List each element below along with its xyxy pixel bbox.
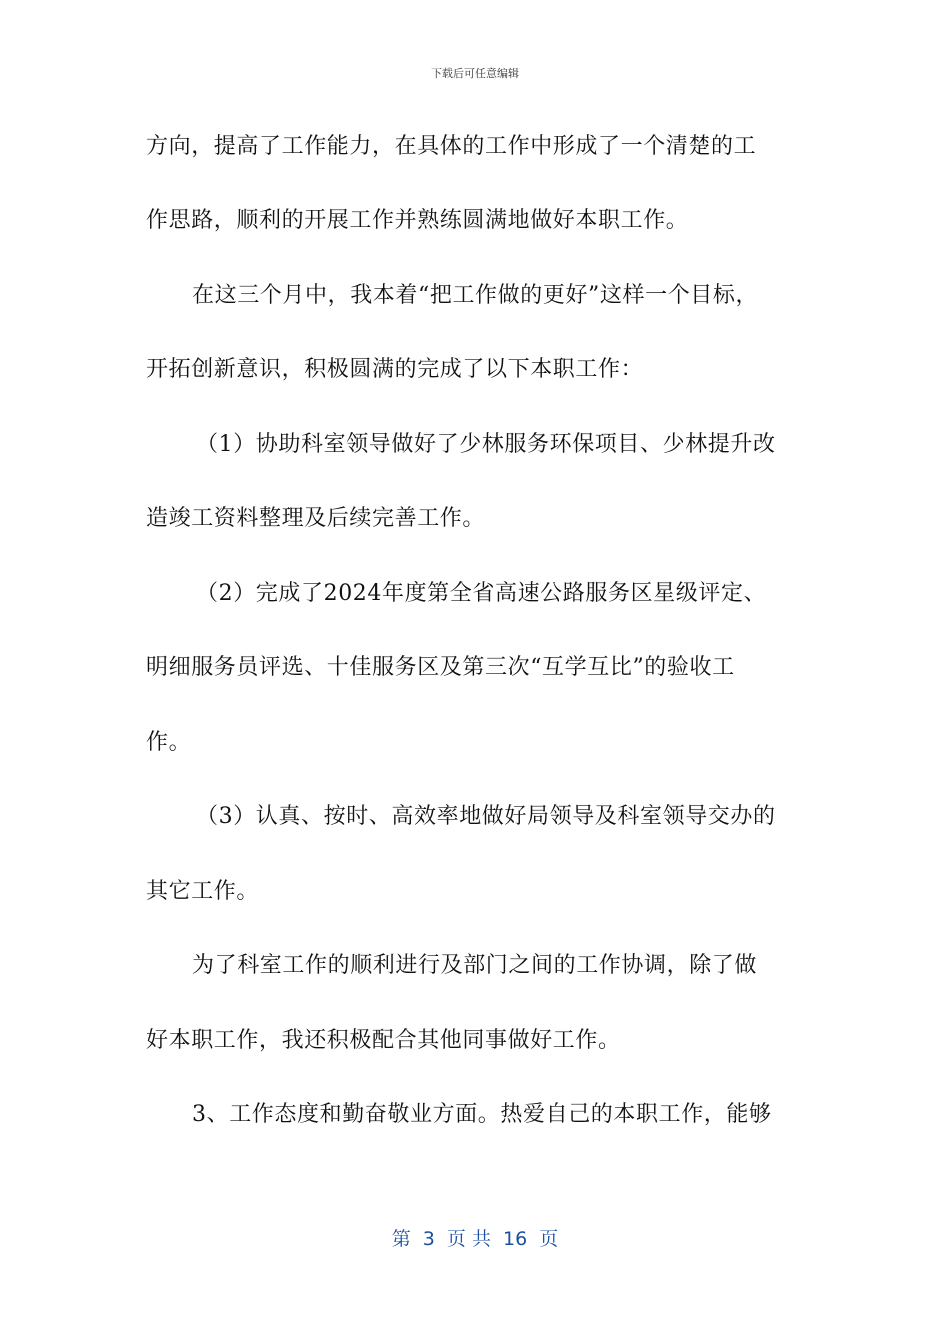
body-line: 作。: [146, 730, 192, 755]
body-line: 开拓创新意识，积极圆满的完成了以下本职工作：: [146, 357, 644, 382]
body-line: 好本职工作，我还积极配合其他同事做好工作。: [146, 1028, 621, 1053]
body-line: 3、工作态度和勤奋敬业方面。热爱自己的本职工作，能够: [192, 1102, 772, 1127]
body-line: （3）认真、按时、高效率地做好局领导及科室领导交办的: [196, 804, 776, 829]
body-line: 其它工作。: [146, 879, 260, 904]
body-line: 为了科室工作的顺利进行及部门之间的工作协调，除了做: [192, 953, 758, 978]
body-line: 在这三个月中，我本着“把工作做的更好”这样一个目标，: [192, 283, 759, 308]
page-number-footer: 第 3 页 共 16 页: [391, 1228, 559, 1250]
page-header: 下载后可任意编辑: [431, 67, 519, 80]
body-line: 造竣工资料整理及后续完善工作。: [146, 506, 486, 531]
body-line: 方向，提高了工作能力，在具体的工作中形成了一个清楚的工: [146, 134, 757, 159]
body-line: 作思路，顺利的开展工作并熟练圆满地做好本职工作。: [146, 208, 689, 233]
body-line: 明细服务员评选、十佳服务区及第三次“互学互比”的验收工: [146, 655, 735, 680]
body-line: （1）协助科室领导做好了少林服务环保项目、少林提升改: [196, 432, 776, 457]
body-line: （2）完成了2024年度第全省高速公路服务区星级评定、: [196, 581, 767, 606]
